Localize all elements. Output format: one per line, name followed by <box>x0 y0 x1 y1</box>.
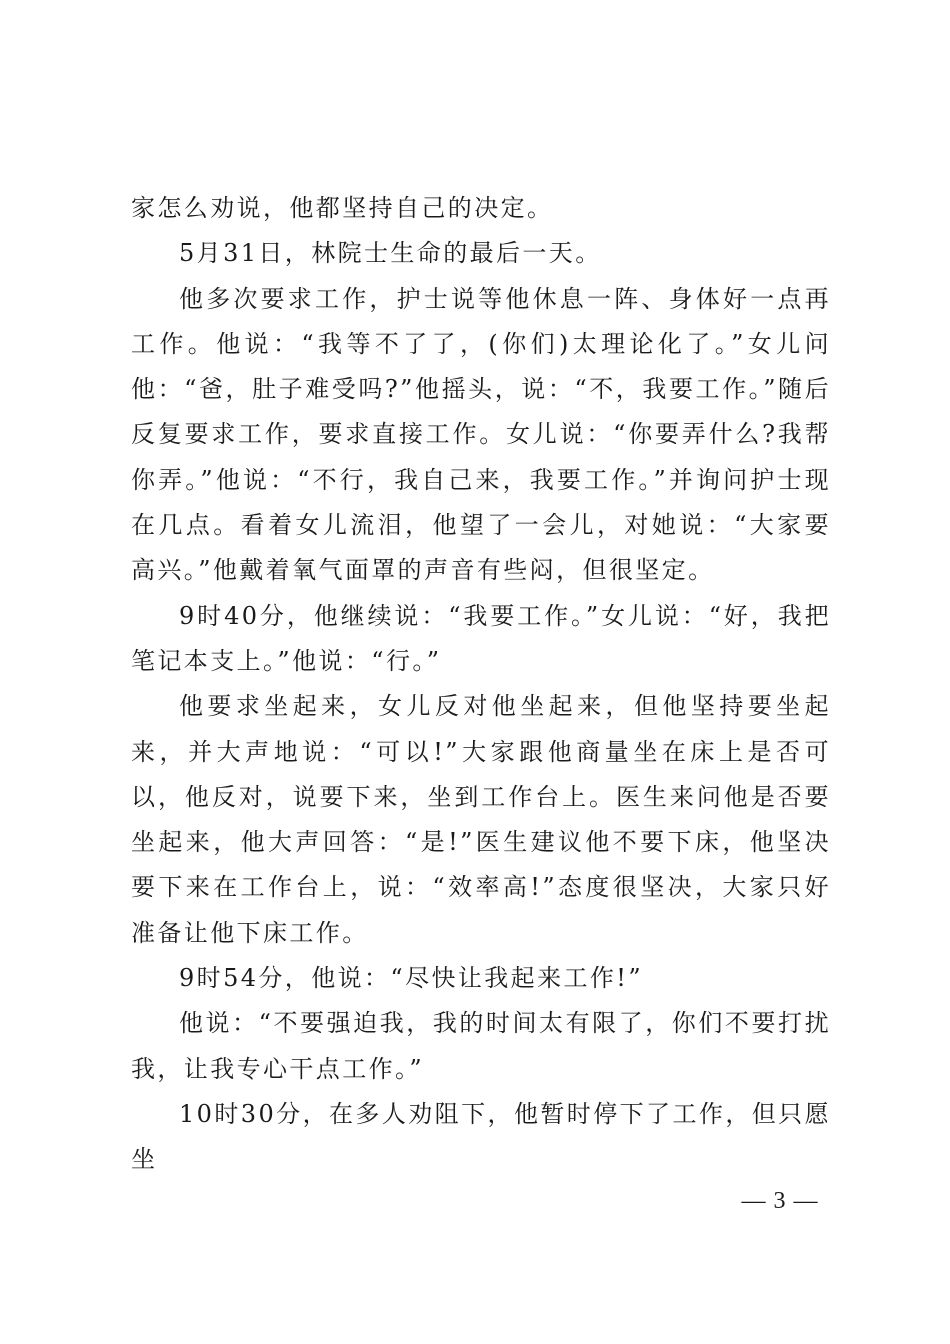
body-text <box>131 186 831 1183</box>
paragraph: 10时30分，在多人劝阻下，他暂时停下了工作，但只愿坐 <box>131 1099 831 1174</box>
paragraph: 9时54分，他说：“尽快让我起来工作!” <box>179 964 643 993</box>
paragraph: 他说：“不要强迫我，我的时间太有限了，你们不要打扰我，让我专心干点工作。” <box>131 1009 831 1083</box>
paragraph-continuation: 家怎么劝说，他都坚持自己的决定。 <box>131 194 554 222</box>
paragraph: 他多次要求工作，护士说等他休息一阵、身体好一点再工作。他说：“我等不了了，(你们)太理论化了。”女儿问他：“爸，肚子难受吗?”他摇头，说：“不，我要工作。”随后反复要求工作，要求直接工作。女儿说：“你要弄什么?我帮你弄。”他说：“不行，我自己来，我要工作。”并询问护士现在几点。看着女儿流泪，他望了一会儿，对她说：“大家要高兴。”他戴着氧气面罩的声音有些闷，但很坚定。 <box>131 284 831 585</box>
paragraph: 9时40分，他继续说：“我要工作。”女儿说：“好，我把笔记本支上。”他说：“行。” <box>131 601 831 675</box>
page-number: — 3 — <box>741 1188 819 1214</box>
paragraph: 他要求坐起来，女儿反对他坐起来，但他坚持要坐起来，并大声地说：“可以!”大家跟他商量坐在床上是否可以，他反对，说要下来，坐到工作台上。医生来问他是否要坐起来，他大声回答：“是!”医生建议他不要下床，他坚决要下来在工作台上，说：“效率高!”态度很坚决，大家只好准备让他下床工作。 <box>131 692 831 947</box>
paragraph-date: 5月31日，林院士生命的最后一天。 <box>179 239 602 268</box>
